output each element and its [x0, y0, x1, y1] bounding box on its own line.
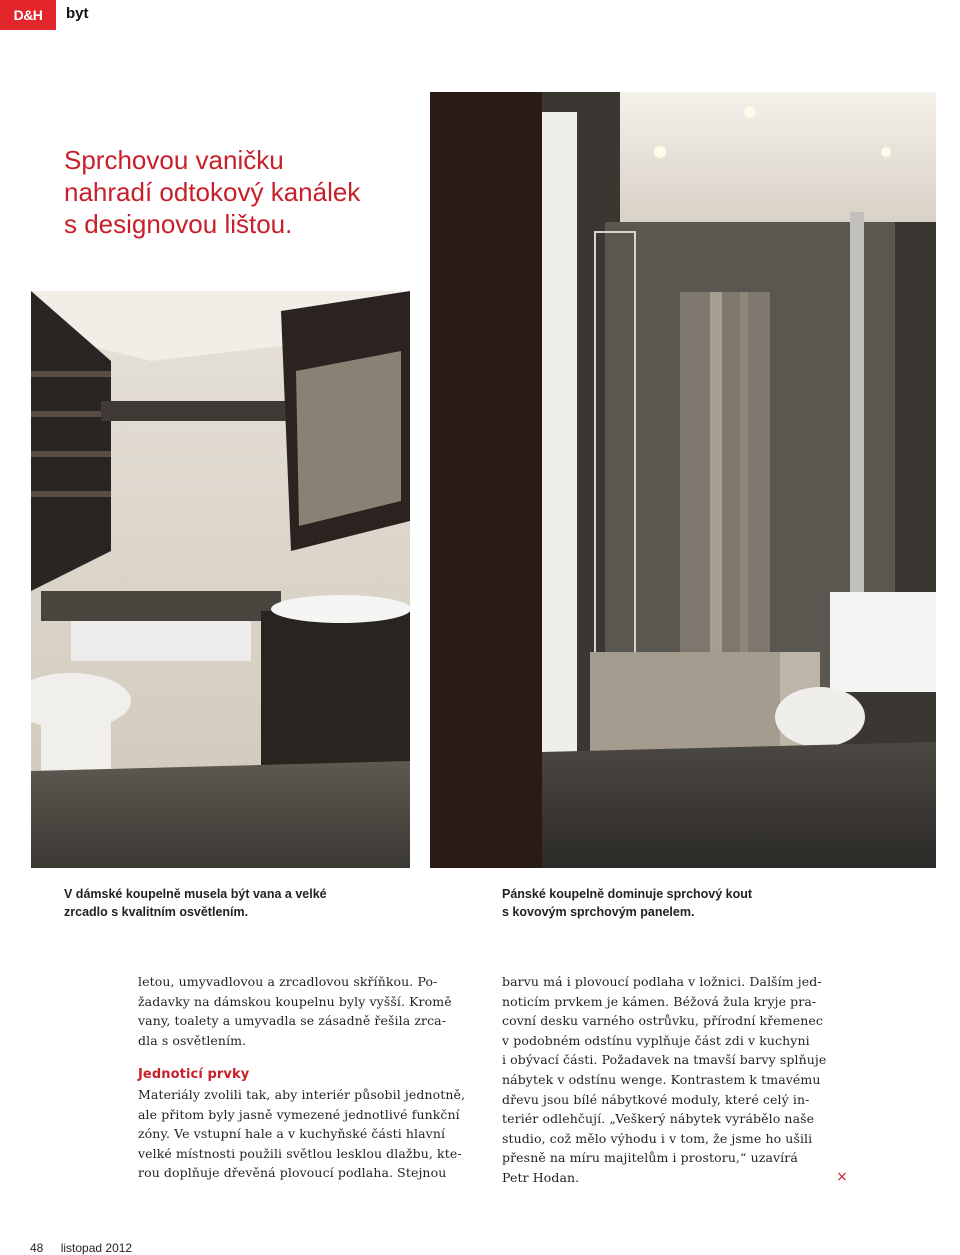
- end-mark-icon: ×: [836, 1168, 848, 1185]
- body-last-line: [502, 1168, 848, 1188]
- caption-line: Pánské koupelně dominuje sprchový kout: [502, 887, 753, 901]
- body-line: teriér odlehčují. „Veškerý nábytek vyrábělo naše: [502, 1111, 815, 1127]
- body-line: nábytek v odstínu wenge. Kontrastem k tmavému: [502, 1071, 821, 1087]
- header-bar: [0, 0, 960, 30]
- article-column-left: [138, 972, 486, 1183]
- caption-line: V dámské koupelně musela být vana a velké: [64, 887, 327, 901]
- body-line: přesně na míru majitelům i prostoru,“ uzavírá: [502, 1150, 798, 1166]
- body-line: vany, toalety a umyvadla se zásadně řešila zrca-: [138, 1013, 447, 1029]
- body-line: ale přitom byly jasně vymezené jednotlivé funkční: [138, 1106, 460, 1122]
- page-footer: [30, 1241, 132, 1255]
- photo-ladies-bathroom: [31, 291, 410, 868]
- photo-mens-bathroom: [430, 92, 936, 868]
- body-line: noticím prvkem je kámen. Béžová žula kryje pra-: [502, 993, 817, 1009]
- body-line: žadavky na dámskou koupelnu byly vyšší. Kromě: [138, 993, 452, 1009]
- body-line: v podobném odstínu vyplňuje část zdi v kuchyni: [502, 1032, 810, 1048]
- body-line: barvu má i plovoucí podlaha v ložnici. Dalším jed-: [502, 974, 822, 989]
- body-line: rou doplňuje dřevěná plovoucí podlaha. Stejnou: [138, 1165, 447, 1181]
- caption-left: [64, 885, 394, 921]
- subheading: Jednoticí prvky: [138, 1067, 250, 1083]
- article-column-right: [502, 972, 848, 1188]
- pullquote-line: s designovou lištou.: [64, 209, 293, 239]
- shower-illustration: [430, 92, 936, 868]
- magazine-logo: D&H: [0, 0, 56, 30]
- page-number: 48: [30, 1241, 44, 1255]
- pullquote-line: nahradí odtokový kanálek: [64, 177, 361, 207]
- body-line: covní desku varného ostrůvku, přírodní křemenec: [502, 1013, 823, 1029]
- caption-right: [502, 885, 822, 921]
- issue-date: listopad 2012: [60, 1241, 133, 1255]
- body-line: zóny. Ve vstupní hale a v kuchyňské části hlavní: [138, 1126, 446, 1142]
- bathroom-illustration: [31, 291, 410, 868]
- body-line: velké místnosti použili světlou lesklou dlažbu, kte-: [138, 1145, 462, 1161]
- body-line: dřevu jsou bílé nábytkové moduly, které celý in-: [502, 1091, 810, 1107]
- body-line: Materiály zvolili tak, aby interiér působil jednotně,: [138, 1086, 466, 1102]
- pullquote: [64, 144, 414, 240]
- caption-line: zrcadlo s kvalitním osvětlením.: [64, 905, 249, 919]
- body-line: i obývací části. Požadavek na tmavší barvy splňuje: [502, 1052, 827, 1068]
- body-line: letou, umyvadlovou a zrcadlovou skříňkou. Po-: [138, 974, 438, 989]
- pullquote-line: Sprchovou vaničku: [64, 145, 284, 175]
- caption-line: s kovovým sprchovým panelem.: [502, 905, 695, 919]
- body-line: studio, což mělo výhodu i v tom, že jsme ho ušili: [502, 1130, 813, 1146]
- body-line: dla s osvětlením.: [138, 1032, 247, 1048]
- body-line: Petr Hodan.: [502, 1169, 580, 1185]
- section-label: byt: [66, 5, 89, 22]
